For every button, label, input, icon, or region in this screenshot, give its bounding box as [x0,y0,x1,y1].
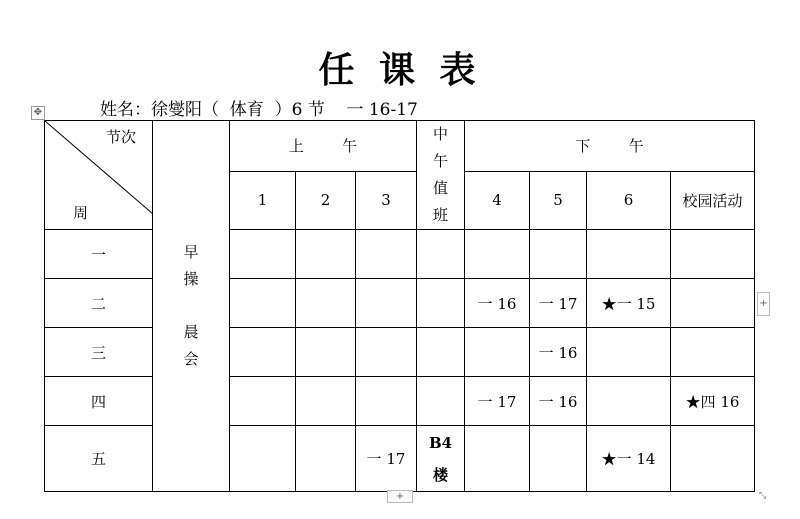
table-cell[interactable] [230,377,296,426]
class-cell[interactable]: ★一 14 [587,426,671,492]
period-2-header: 2 [296,171,356,229]
class-cell[interactable]: ★四 16 [671,377,755,426]
table-cell[interactable] [230,328,296,377]
noon-duty-label: 中 午 值 班 [432,125,448,224]
table-cell[interactable] [417,230,465,279]
afternoon-header [465,121,755,172]
class-cell[interactable]: ★一 15 [587,279,671,328]
table-cell[interactable] [671,328,755,377]
table-resize-handle-icon[interactable]: ⤡ [759,491,767,501]
morning-meeting-label: 晨 会 [183,323,199,368]
add-row-button[interactable]: + [387,490,413,503]
table-cell[interactable] [296,230,356,279]
teacher-info: 姓名：徐燮阳（ 体育 ）6 节 一 16-17 [100,100,418,120]
table-move-handle-icon[interactable]: ✥ [31,106,45,120]
table-cell[interactable] [230,426,296,492]
noon-duty-header [417,121,465,230]
table-cell[interactable] [465,328,530,377]
period-5-header: 5 [530,171,587,229]
table-cell[interactable] [587,328,671,377]
table-cell[interactable] [587,377,671,426]
period-header-label: 节次 [105,128,136,146]
table-cell[interactable] [296,426,356,492]
diagonal-divider [45,121,153,228]
noon-duty-location: B4 楼 [428,433,453,484]
table-cell[interactable] [530,426,587,492]
day-row-label: 五 [45,426,153,492]
table-cell[interactable] [671,426,755,492]
table-cell[interactable] [417,377,465,426]
add-column-button[interactable]: + [757,292,770,316]
table-cell[interactable] [417,328,465,377]
period-3-header: 3 [356,171,417,229]
table-cell[interactable] [587,230,671,279]
afternoon-label: 下 午 [575,137,644,156]
table-cell[interactable] [230,279,296,328]
table-cell[interactable] [230,230,296,279]
table-cell[interactable] [671,230,755,279]
morning-label: 上 午 [288,137,358,156]
table-cell[interactable] [296,279,356,328]
table-cell[interactable] [356,230,417,279]
morning-header [230,121,417,172]
period-1-header: 1 [230,171,296,229]
class-cell[interactable]: 一 16 [465,279,530,328]
class-cell[interactable]: 一 16 [530,328,587,377]
early-exercise-label: 早 操 [183,243,199,288]
table-cell[interactable] [530,230,587,279]
class-cell[interactable]: 一 17 [356,426,417,492]
table-cell[interactable] [465,426,530,492]
table-cell[interactable] [296,377,356,426]
week-header-label: 周 [73,204,89,222]
day-row-label: 四 [45,377,153,426]
day-row-label: 二 [45,279,153,328]
day-row-label: 三 [45,328,153,377]
table-cell[interactable] [356,377,417,426]
class-cell[interactable]: 一 16 [530,377,587,426]
table-cell[interactable] [296,328,356,377]
day-row-label: 一 [45,230,153,279]
noon-duty-location-cell[interactable] [417,426,465,492]
class-cell[interactable]: 一 17 [530,279,587,328]
period-6-header: 6 [587,171,671,229]
early-exercise-cell [153,121,230,492]
table-cell[interactable] [671,279,755,328]
corner-header-cell [45,121,153,230]
class-cell[interactable]: 一 17 [465,377,530,426]
page-title: 任 课 表 [318,50,482,91]
table-cell[interactable] [356,279,417,328]
campus-activity-header: 校园活动 [671,171,755,229]
period-4-header: 4 [465,171,530,229]
table-cell[interactable] [356,328,417,377]
table-cell[interactable] [465,230,530,279]
table-cell[interactable] [417,279,465,328]
schedule-table [44,120,755,492]
